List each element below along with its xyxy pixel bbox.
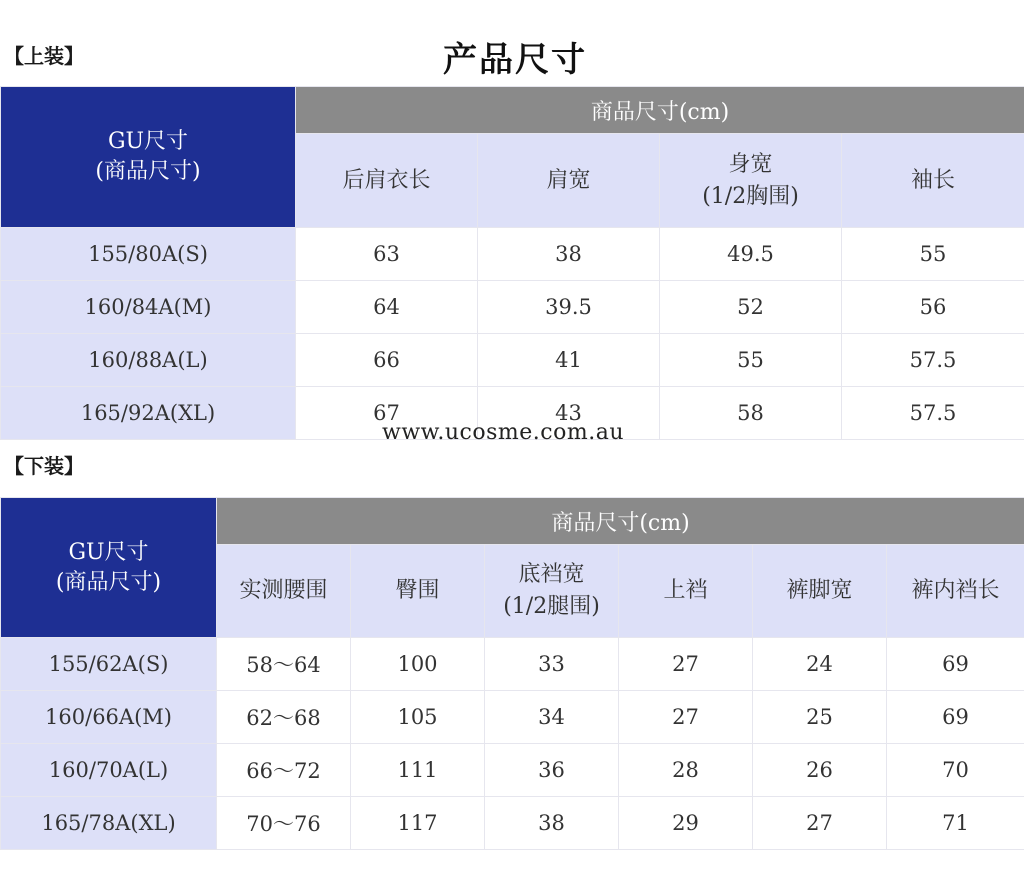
- size-label: 160/88A(L): [1, 334, 296, 387]
- table-cell: 63: [296, 228, 478, 281]
- table-cell: 70: [887, 744, 1024, 797]
- table-cell: 117: [351, 797, 485, 850]
- table-cell: 55: [842, 228, 1024, 281]
- table-cell: 67: [296, 387, 478, 440]
- table-row: [1, 228, 1024, 281]
- tops-size-header-line2: (商品尺寸): [95, 159, 201, 184]
- bottoms-column-header: 裤脚宽: [753, 545, 887, 638]
- size-label: 160/66A(M): [1, 691, 217, 744]
- size-label: 160/70A(L): [1, 744, 217, 797]
- table-cell: 28: [619, 744, 753, 797]
- table-cell: 26: [753, 744, 887, 797]
- table-cell: 69: [887, 638, 1024, 691]
- table-cell: 64: [296, 281, 478, 334]
- tops-section-label: 【上装】: [4, 44, 84, 68]
- bottoms-column-header: 裤内裆长: [887, 545, 1024, 638]
- table-cell: 55: [660, 334, 842, 387]
- table-cell: 49.5: [660, 228, 842, 281]
- table-cell: 38: [485, 797, 619, 850]
- table-cell: 100: [351, 638, 485, 691]
- table-cell: 43: [478, 387, 660, 440]
- size-label: 165/78A(XL): [1, 797, 217, 850]
- table-cell: 69: [887, 691, 1024, 744]
- table-cell: 29: [619, 797, 753, 850]
- table-cell: 66: [296, 334, 478, 387]
- bottoms-size-header-line1: GU尺寸: [68, 539, 149, 565]
- page-title: 产品尺寸: [443, 40, 587, 80]
- bottoms-column-header: 臀围: [351, 545, 485, 638]
- table-cell: 33: [485, 638, 619, 691]
- table-row: [1, 334, 1024, 387]
- table-cell: 57.5: [842, 334, 1024, 387]
- table-cell: 58: [660, 387, 842, 440]
- table-cell: 25: [753, 691, 887, 744]
- bottoms-column-header: 实测腰围: [217, 545, 351, 638]
- tops-group-header: 商品尺寸(cm): [296, 87, 1024, 134]
- table-cell: 58～64: [217, 638, 351, 691]
- bottoms-size-header: [1, 498, 217, 638]
- size-label: 155/62A(S): [1, 638, 217, 691]
- tops-column-header: 身宽 (1/2胸围): [660, 134, 842, 228]
- table-cell: 62～68: [217, 691, 351, 744]
- table-cell: 70～76: [217, 797, 351, 850]
- tops-size-header: [1, 87, 296, 228]
- bottoms-size-header-line2: (商品尺寸): [55, 569, 162, 595]
- table-row: [1, 744, 1024, 797]
- tops-column-header: 后肩衣长: [296, 134, 478, 228]
- bottoms-size-table: [0, 497, 1024, 850]
- table-cell: 27: [619, 638, 753, 691]
- watermark-text: www.ucosme.com.au: [382, 420, 624, 445]
- table-cell: 57.5: [842, 387, 1024, 440]
- table-cell: 71: [887, 797, 1024, 850]
- table-cell: 38: [478, 228, 660, 281]
- table-cell: 36: [485, 744, 619, 797]
- table-cell: 56: [842, 281, 1024, 334]
- size-label: 160/84A(M): [1, 281, 296, 334]
- table-cell: 111: [351, 744, 485, 797]
- tops-column-header: 袖长: [842, 134, 1024, 228]
- size-label: 155/80A(S): [1, 228, 296, 281]
- bottoms-section-label: 【下装】: [4, 454, 84, 478]
- bottoms-column-header: 上裆: [619, 545, 753, 638]
- table-row: [1, 281, 1024, 334]
- tops-size-table: [0, 86, 1024, 440]
- table-cell: 66～72: [217, 744, 351, 797]
- tops-column-header: 肩宽: [478, 134, 660, 228]
- table-cell: 41: [478, 334, 660, 387]
- table-row: [1, 691, 1024, 744]
- table-row: [1, 638, 1024, 691]
- table-row: [1, 797, 1024, 850]
- table-cell: 27: [753, 797, 887, 850]
- bottoms-group-header: 商品尺寸(cm): [217, 498, 1024, 545]
- bottoms-column-header: 底裆宽 (1/2腿围): [485, 545, 619, 638]
- table-cell: 105: [351, 691, 485, 744]
- tops-size-header-line1: GU尺寸: [107, 129, 189, 154]
- table-cell: 27: [619, 691, 753, 744]
- table-cell: 24: [753, 638, 887, 691]
- size-label: 165/92A(XL): [1, 387, 296, 440]
- table-cell: 34: [485, 691, 619, 744]
- table-cell: 39.5: [478, 281, 660, 334]
- table-cell: 52: [660, 281, 842, 334]
